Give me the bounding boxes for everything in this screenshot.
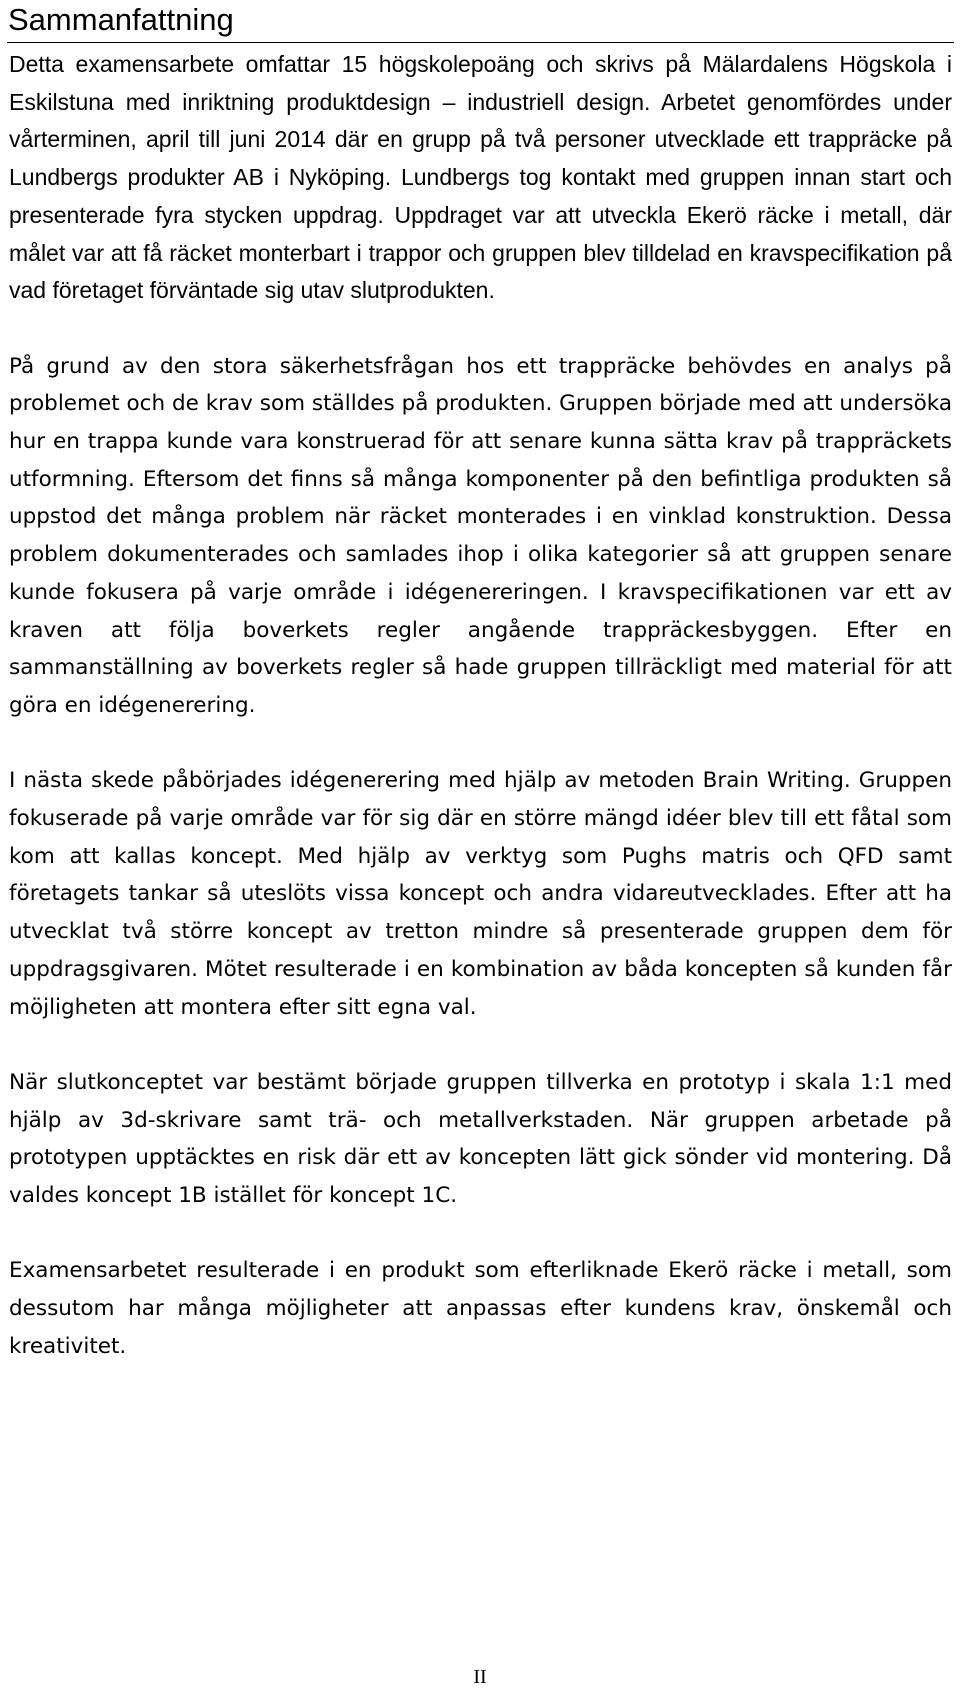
heading-underline [7, 42, 954, 43]
paragraph-intro: Detta examensarbete omfattar 15 högskolepoäng och skrivs på Mälardalens Högskola i Eskilstuna med inriktning produktdesign – industriell design. Arbetet genomfördes under vårterminen, april till juni 2014 där en grupp på två personer utvecklade ett trappräcke på Lundbergs produkter AB i Nyköping. Lundbergs tog kontakt med gruppen innan start och presenterade fyra stycken uppdrag. Uppdraget var att utveckla Ekerö räcke i metall, där målet var att få räcket monterbart i trappor och gruppen blev tilldelad en kravspecifikation på vad företaget förväntade sig utav slutprodukten. [9, 51, 952, 304]
paragraph-prototype: När slutkonceptet var bestämt började gruppen tillverka en prototyp i skala 1:1 med hjälp av 3d-skrivare samt trä- och metallverkstaden. När gruppen arbetade på prototypen upptäcktes en risk där ett av koncepten lätt gick sönder vid montering. Då valdes koncept 1B istället för koncept 1C. [9, 1069, 952, 1209]
paragraph-analysis: På grund av den stora säkerhetsfrågan hos ett trappräcke behövdes en analys på problemet och de krav som ställdes på produkten. Gruppen började med att undersöka hur en trappa kunde vara konstruerad för att senare kunna sätta krav på trappräckets utformning. Eftersom det finns så många komponenter på den befintliga produkten så uppstod det många problem när räcket monterades i en vinklad konstruktion. Dessa problem dokumenterades och samlades ihop i olika kategorier så att gruppen senare kunde fokusera på varje område i idégenereringen. I kravspecifikationen var ett av kraven att följa boverkets regler angående trappräckesbyggen. Efter en sammanställning av boverkets regler så hade gruppen tillräckligt med material för att göra en idégenerering. [9, 353, 952, 718]
section-heading: Sammanfattning [8, 2, 234, 37]
summary-body [9, 46, 952, 1366]
paragraph-ideation: I nästa skede påbörjades idégenerering med hjälp av metoden Brain Writing. Gruppen fokuserade på varje område var för sig där en större mängd idéer blev till ett fåtal som kom att kallas koncept. Med hjälp av verktyg som Pughs matris och QFD samt företagets tankar så uteslöts vissa koncept och andra vidareutvecklades. Efter att ha utvecklat två större koncept av tretton mindre så presenterade gruppen dem för uppdragsgivaren. Mötet resulterade i en kombination av båda koncepten så kunden får möjligheten att montera efter sitt egna val. [9, 768, 952, 1020]
page-number: II [473, 1666, 487, 1688]
paragraph-result: Examensarbetet resulterade i en produkt som efterliknade Ekerö räcke i metall, som dessutom har många möjligheter att anpassas efter kundens krav, önskemål och kreativitet. [9, 1258, 952, 1359]
